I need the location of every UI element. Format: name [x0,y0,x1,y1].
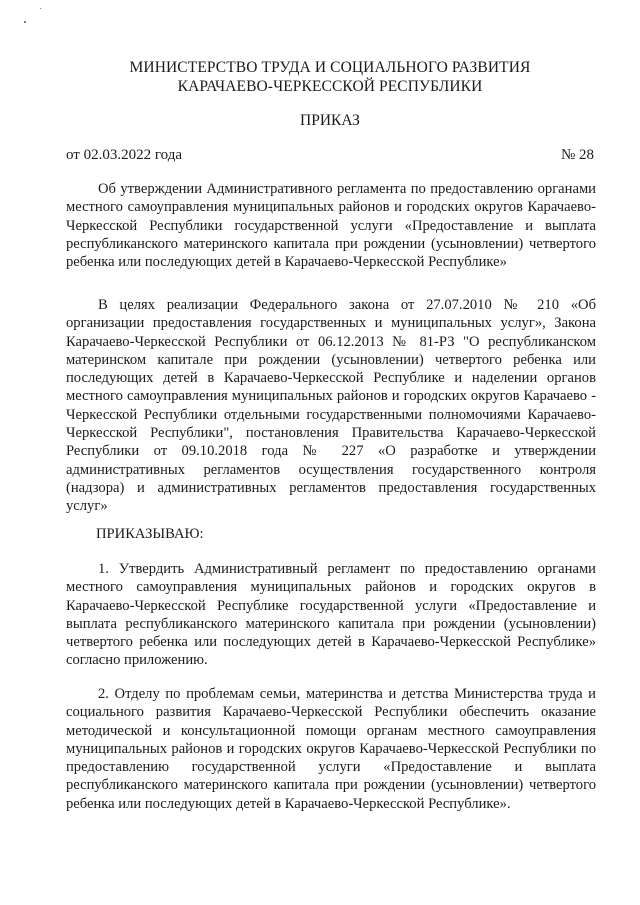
decree-word: ПРИКАЗЫВАЮ: [96,526,204,542]
order-number: № 28 [560,147,594,163]
order-item-2: 2. Отделу по проблемам семьи, материнства и детства Министерства труда и социального развития Карачаево-Черкесской Республики обеспечить оказание методической и консультационной помощи органам местного самоуправления муниципальных районов и городских округов Карачаево-Черкесской Республики по предоставлению государственной услуги «Предоставление и выплата республиканского материнского капитала при рождении (усыновлении) четвертого ребенка или последующих детей в Карачаево-Черкесской Республике». [66,686,596,812]
legal-basis-paragraph: В целях реализации Федерального закона от 27.07.2010 № 210 «Об организации предоставления государственных и муниципальных услуг», Закона Карачаево-Черкесской Республики от 06.12.2013 № 81-РЗ "О республиканском материнском капитале при рождении (усыновлении) четвертого ребенка или последующих детей в Карачаево-Черкесской Республике и наделении органов местного самоуправления муниципальных районов и городских округов Карачаево - Черкесской Республики отдельными государственными полномочиями Карачаево-Черкесской Республики", постановления Правительства Карачаево-Черкесской Республики от 09.10.2018 года № 227 «О разработке и утверждении административных регламентов осуществления государственного контроля (надзора) и административных регламентов предоставления государственных услуг» [66,297,596,515]
scan-speck [40,8,41,9]
order-date-number-line [66,147,594,164]
order-title: ПРИКАЗ [300,112,360,129]
ministry-name-line1: МИНИСТЕРСТВО ТРУДА И СОЦИАЛЬНОГО РАЗВИТИЯ [129,59,531,76]
ministry-name-line2: КАРАЧАЕВО-ЧЕРКЕССКОЙ РЕСПУБЛИКИ [177,78,483,95]
scan-speck [24,21,26,23]
order-subject: Об утверждении Административного регламента по предоставлению органами местного самоуправления муниципальных районов и городских округов Карачаево-Черкесской Республики государственной услуги «Предоставление и выплата республиканского материнского капитала при рождении (усыновлении) четвертого ребенка или последующих детей в Карачаево-Черкесской Республике» [66,181,596,271]
order-date: от 02.03.2022 года [66,147,182,163]
order-item-1: 1. Утвердить Административный регламент по предоставлению органами местного самоуправления муниципальных районов и городских округов в Карачаево-Черкесской Республике государственной услуги «Предоставление и выплата республиканского материнского капитала при рождении (усыновлении) четвертого ребенка или последующих детей в Карачаево-Черкесской Республике» согласно приложению. [66,561,596,669]
ministry-header [60,58,600,96]
